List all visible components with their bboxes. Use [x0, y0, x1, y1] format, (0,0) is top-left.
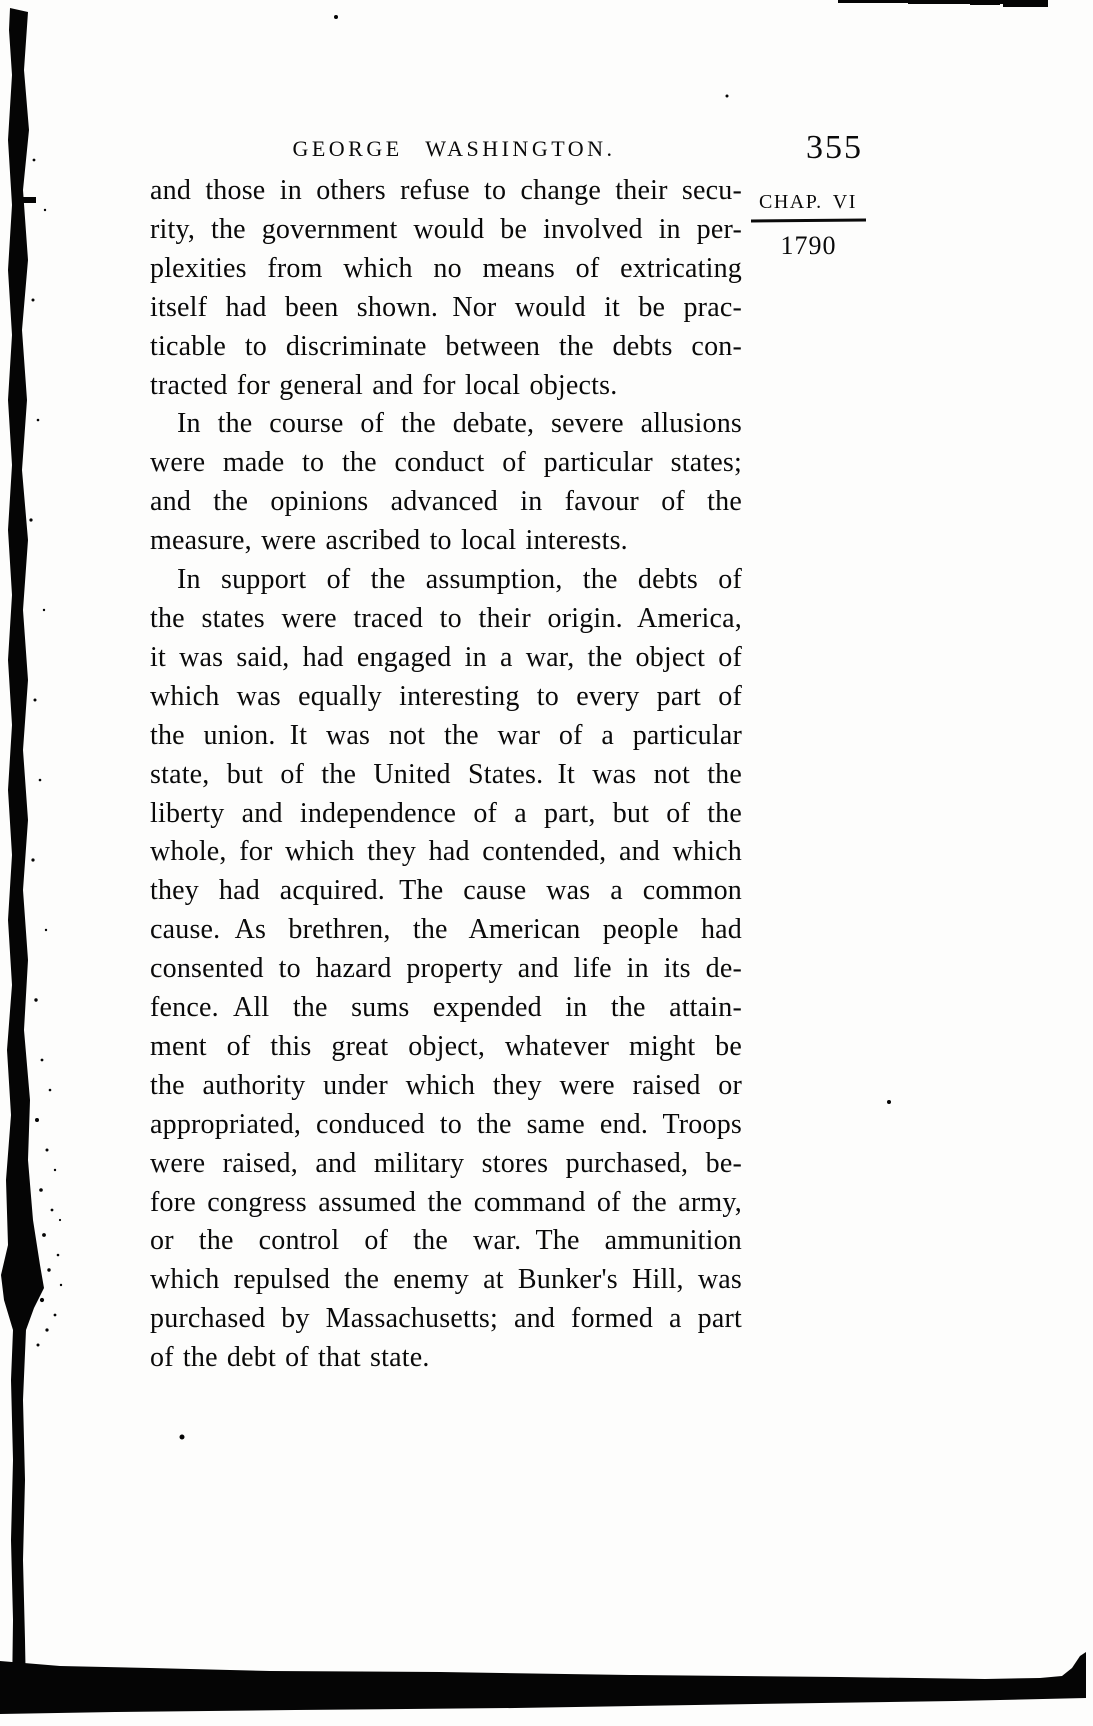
body-text — [150, 172, 742, 1378]
text-line: ment of this great object, whatever might be — [150, 1030, 742, 1062]
text-line: liberty and independence of a part, but of the — [150, 797, 742, 829]
text-line: or the control of the war. The ammunition — [150, 1225, 742, 1257]
margin-year-note: 1790 — [780, 231, 837, 260]
text-line: they had acquired. The cause was a common — [150, 875, 742, 907]
text-line: rity, the government would be involved in per- — [150, 213, 742, 245]
top-edge-mark — [838, 0, 1048, 7]
left-binding-mark — [1, 8, 44, 1695]
margin-chapter-note: CHAP. VI — [759, 191, 857, 213]
text-line: consented to hazard property and life in its de- — [150, 953, 742, 985]
text-line: state, but of the United States. It was not the — [150, 758, 742, 790]
text-line: whole, for which they had contended, and which — [150, 836, 742, 868]
text-line: which repulsed the enemy at Bunker's Hill, was — [150, 1264, 742, 1296]
running-header: GEORGE WASHINGTON. — [292, 136, 616, 161]
text-line: ticable to discriminate between the debts con- — [150, 330, 742, 362]
text-line: itself had been shown. Nor would it be prac- — [150, 291, 742, 323]
text-line: the states were traced to their origin. America, — [150, 602, 742, 634]
bottom-edge-mark — [0, 1652, 1086, 1714]
text-line: the union. It was not the war of a particular — [150, 719, 742, 751]
margin-rule — [751, 218, 866, 222]
text-line: In the course of the debate, severe allusions — [177, 408, 742, 440]
text-line: the authority under which they were raised or — [150, 1069, 742, 1101]
text-line: were raised, and military stores purchased, be- — [150, 1147, 742, 1179]
text-line: tracted for general and for local objects. — [150, 369, 618, 401]
binding-tick-mark — [22, 197, 36, 203]
text-line: and the opinions advanced in favour of the — [150, 486, 742, 518]
text-line: plexities from which no means of extricating — [150, 252, 742, 284]
binding-speckles — [29, 159, 62, 1347]
text-line: it was said, had engaged in a war, the object of — [150, 641, 742, 673]
text-line: appropriated, conduced to the same end. Troops — [150, 1108, 742, 1140]
text-line: and those in others refuse to change their secu- — [150, 175, 742, 206]
page-number: 355 — [806, 129, 863, 166]
text-line: of the debt of that state. — [150, 1342, 430, 1374]
text-line: fence. All the sums expended in the attain- — [150, 992, 742, 1024]
text-line: measure, were ascribed to local interests. — [150, 525, 628, 557]
text-line: cause. As brethren, the American people had — [150, 914, 742, 946]
text-line: which was equally interesting to every part of — [150, 680, 742, 712]
text-line: were made to the conduct of particular states; — [150, 447, 742, 479]
text-line: fore congress assumed the command of the army, — [150, 1186, 742, 1218]
text-line: purchased by Massachusetts; and formed a part — [150, 1303, 742, 1335]
text-line: In support of the assumption, the debts of — [177, 564, 742, 596]
